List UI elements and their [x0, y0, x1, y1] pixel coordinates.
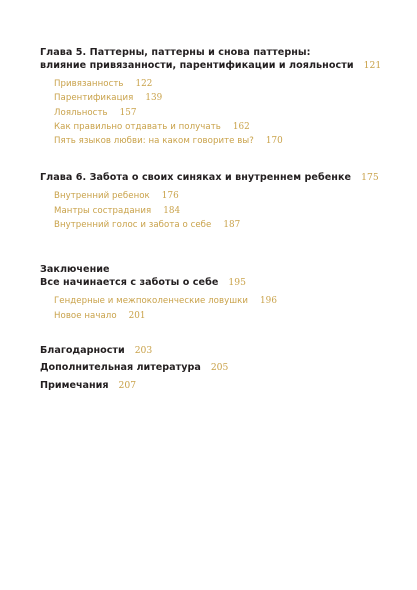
section-title: Гендерные и межпоколенческие ловушки	[54, 296, 249, 307]
toc-conclusion	[40, 263, 400, 323]
page-number: 170	[265, 136, 283, 147]
section-list	[54, 189, 400, 232]
chapter-title-line: влияние привязанности, парентификации и лояльности	[40, 60, 354, 71]
page-number: 187	[223, 220, 241, 231]
section-title: Новое начало	[54, 310, 117, 321]
chapter-title-line: Все начинается с заботы о себе	[40, 277, 219, 289]
toc-section-item[interactable]	[54, 120, 400, 134]
toc-section-item[interactable]	[54, 218, 400, 232]
toc-section-item[interactable]	[54, 294, 400, 308]
page-number: 122	[135, 79, 153, 89]
section-title: Мантры сострадания	[54, 205, 152, 216]
page-number: 203	[134, 344, 153, 356]
section-list	[54, 294, 400, 323]
chapter-title-line: Глава 6. Забота о своих синяках и внутреннем ребенке	[40, 172, 352, 184]
chapter-title	[40, 263, 400, 276]
chapter-title-line: Заключение	[40, 264, 110, 276]
page-number: 195	[228, 277, 247, 289]
page-number: 207	[118, 379, 137, 391]
page-number: 176	[161, 191, 179, 202]
chapter-title	[40, 59, 400, 72]
backmatter-title: Благодарности	[40, 344, 125, 356]
toc-backmatter-item[interactable]	[40, 377, 400, 394]
toc-section-item[interactable]	[54, 91, 400, 105]
backmatter-title: Примечания	[40, 379, 109, 391]
section-title: Парентификация	[54, 93, 134, 104]
section-title: Внутренний ребенок	[54, 191, 150, 202]
toc-section-item[interactable]	[54, 106, 400, 120]
chapter-title	[40, 276, 400, 289]
section-title: Как правильно отдавать и получать	[54, 121, 221, 132]
page-number: 175	[361, 172, 379, 184]
backmatter-title: Дополнительная литература	[40, 362, 201, 374]
toc-backmatter	[40, 342, 400, 394]
page-number: 196	[260, 296, 277, 307]
toc-section-item[interactable]	[54, 77, 400, 91]
section-list	[54, 77, 400, 148]
section-title: Внутренний голос и забота о себе	[54, 220, 212, 231]
section-title: Пять языков любви: на каком говорите вы?	[54, 136, 254, 147]
page-number: 205	[210, 362, 229, 374]
toc-backmatter-item[interactable]	[40, 359, 400, 376]
page-number: 139	[145, 93, 163, 104]
page-number: 121	[363, 60, 382, 71]
section-title: Привязанность	[54, 79, 124, 89]
toc-section-item[interactable]	[54, 189, 400, 203]
toc-section-item[interactable]	[54, 204, 400, 218]
toc-chapter-6	[40, 171, 400, 232]
toc-chapter-5	[40, 46, 400, 148]
toc-section-item[interactable]	[54, 134, 400, 148]
toc-backmatter-item[interactable]	[40, 342, 400, 359]
chapter-title	[40, 46, 400, 59]
chapter-title-line: Глава 5. Паттерны, паттерны и снова паттерны:	[40, 47, 311, 58]
chapter-title	[40, 171, 400, 184]
section-title: Лояльность	[54, 107, 108, 118]
page-number: 157	[119, 107, 137, 118]
table-of-contents	[40, 46, 400, 394]
page-number: 162	[232, 121, 250, 132]
page-number: 201	[128, 310, 146, 321]
toc-section-item[interactable]	[54, 309, 400, 323]
page-number: 184	[163, 205, 181, 216]
